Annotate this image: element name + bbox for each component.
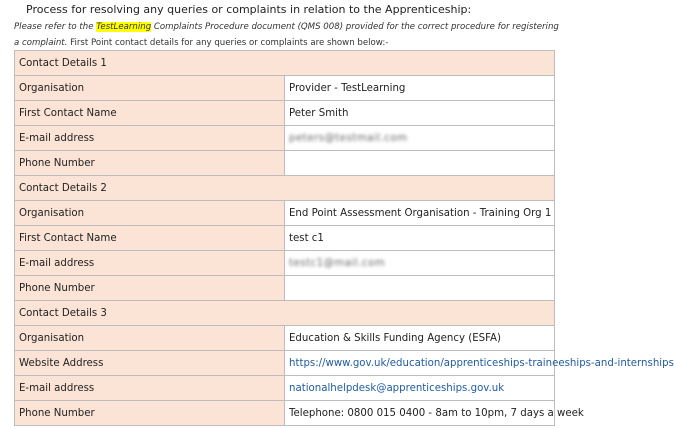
field-label: Organisation (15, 76, 285, 101)
field-value: Peter Smith (285, 101, 555, 126)
field-value: test c1 (285, 226, 555, 251)
table-row (15, 126, 555, 151)
field-label: Phone Number (15, 276, 285, 301)
intro-before: Please refer to the (14, 22, 97, 32)
field-value: Provider - TestLearning (285, 76, 555, 101)
field-label: Organisation (15, 201, 285, 226)
contact-details-table (14, 50, 674, 426)
section-heading: Contact Details 1 (15, 51, 555, 76)
table-row (15, 376, 555, 401)
field-label: Phone Number (15, 401, 285, 426)
intro-after-italic: Complaints Procedure document (QMS 008) provided for the correct procedure for registering a complaint. (14, 22, 559, 48)
table-row (15, 251, 555, 276)
table-row (15, 401, 555, 426)
table-row (15, 201, 555, 226)
section-heading: Contact Details 2 (15, 176, 555, 201)
field-value: End Point Assessment Organisation - Training Org 1 (285, 201, 555, 226)
table-row (15, 276, 555, 301)
redacted-email: testc1@mail.com (289, 257, 386, 269)
field-value (285, 251, 555, 276)
field-label: E-mail address (15, 376, 285, 401)
field-value (285, 276, 555, 301)
field-label: E-mail address (15, 126, 285, 151)
field-value (285, 151, 555, 176)
field-label: Phone Number (15, 151, 285, 176)
field-label: First Contact Name (15, 226, 285, 251)
field-value: Telephone: 0800 015 0400 - 8am to 10pm, 7 days a week (285, 401, 555, 426)
section-heading: Contact Details 3 (15, 301, 555, 326)
field-value: Education & Skills Funding Agency (ESFA) (285, 326, 555, 351)
field-link[interactable]: https://www.gov.uk/education/apprenticeships-traineeships-and-internships (285, 351, 555, 376)
field-label: First Contact Name (15, 101, 285, 126)
table-row (15, 101, 555, 126)
table-row (15, 326, 555, 351)
section-row (15, 176, 555, 201)
table-row (15, 226, 555, 251)
page-title: Process for resolving any queries or complaints in relation to the Apprenticeship: (26, 3, 472, 16)
field-value (285, 126, 555, 151)
field-label: Website Address (15, 351, 285, 376)
section-row (15, 301, 555, 326)
table-row (15, 151, 555, 176)
table-row (15, 76, 555, 101)
field-link[interactable]: nationalhelpdesk@apprenticeships.gov.uk (285, 376, 555, 401)
field-label: Organisation (15, 326, 285, 351)
table-row (15, 351, 555, 376)
intro-after-plain: First Point contact details for any queries or complaints are shown below:- (67, 38, 389, 48)
intro-highlight: TestLearning (96, 22, 152, 32)
section-row (15, 51, 555, 76)
redacted-email: peters@testmail.com (289, 132, 408, 144)
intro-text (14, 19, 559, 51)
field-label: E-mail address (15, 251, 285, 276)
